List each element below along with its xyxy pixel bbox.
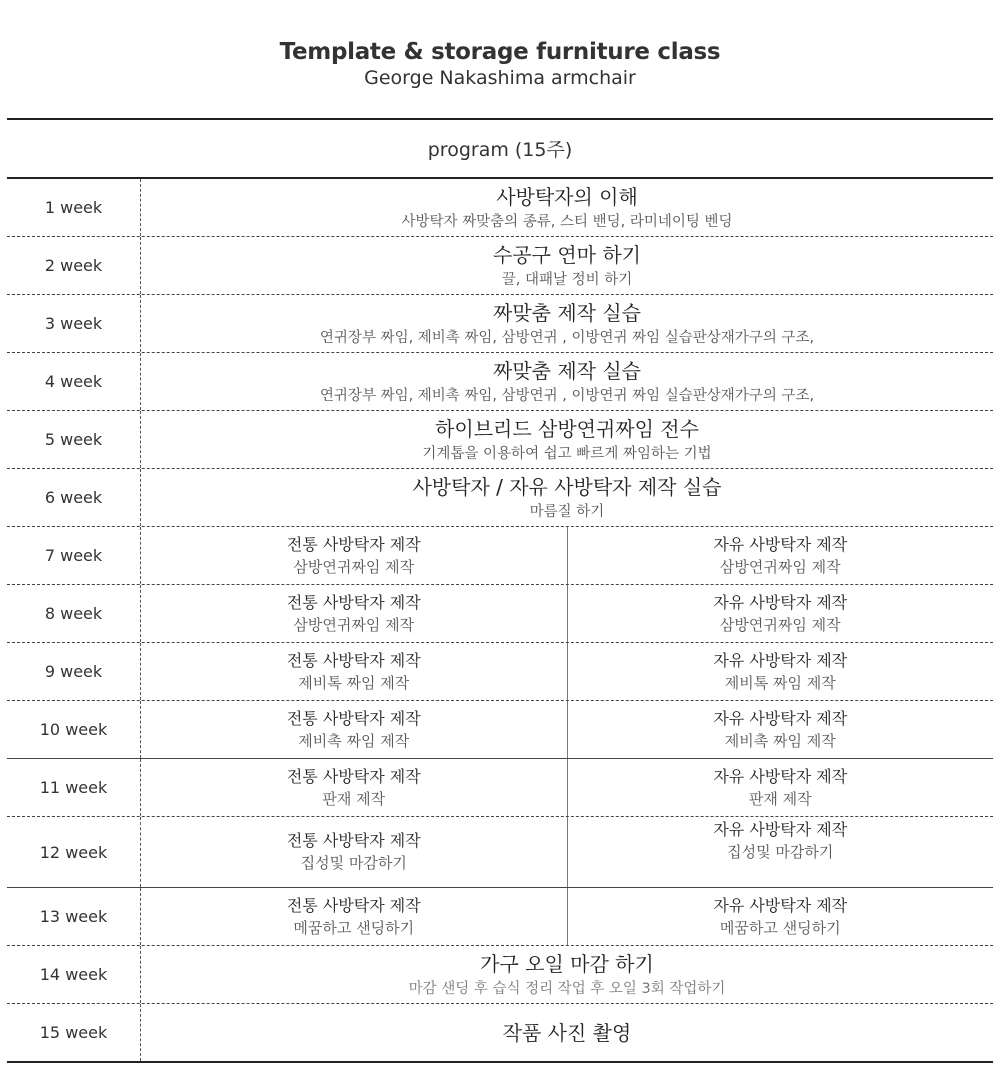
track-topic: 전통 사방탁자 제작	[286, 650, 421, 670]
week-row-9	[7, 643, 993, 701]
week-row-5	[7, 411, 993, 469]
track-topic: 자유 사방탁자 제작	[713, 895, 848, 915]
week-detail: 연귀장부 짜임, 제비촉 짜임, 삼방연귀 , 이방연귀 짜임 실습판상재가구의 구조,	[319, 329, 815, 346]
week-label: 7 week	[7, 527, 141, 584]
week-label: 10 week	[7, 701, 141, 758]
week-detail: 마름질 하기	[529, 503, 605, 520]
week-label: 15 week	[7, 1004, 141, 1061]
week-detail: 사방탁자 짜맞춤의 종류, 스티 밴딩, 라미네이팅 벤딩	[401, 213, 733, 230]
track-topic: 자유 사방탁자 제작	[713, 534, 848, 554]
track-topic: 전통 사방탁자 제작	[286, 534, 421, 554]
week-detail: 마감 샌딩 후 습식 정리 작업 후 오일 3회 작업하기	[408, 980, 726, 997]
track-topic: 자유 사방탁자 제작	[713, 766, 848, 786]
week-row-1	[7, 179, 993, 237]
track-detail: 집성및 마감하기	[727, 843, 834, 861]
week-content	[141, 643, 993, 700]
page-header	[0, 38, 1000, 90]
free-track	[568, 701, 994, 758]
week-content	[141, 946, 993, 1003]
free-track	[568, 527, 994, 584]
week-content	[141, 585, 993, 642]
week-topic: 수공구 연마 하기	[493, 242, 641, 267]
traditional-track	[141, 527, 568, 584]
week-topic: 짜맞춤 제작 실습	[493, 300, 641, 325]
traditional-track	[141, 817, 568, 887]
week-topic: 가구 오일 마감 하기	[480, 951, 654, 976]
week-row-6	[7, 469, 993, 527]
week-label: 12 week	[7, 817, 141, 887]
track-detail: 제비촉 짜임 제작	[298, 731, 410, 750]
week-label: 1 week	[7, 179, 141, 236]
week-detail: 연귀장부 짜임, 제비촉 짜임, 삼방연귀 , 이방연귀 짜임 실습판상재가구의 구조,	[319, 387, 815, 404]
traditional-track	[141, 888, 568, 945]
week-content	[141, 237, 993, 294]
week-row-8	[7, 585, 993, 643]
free-track	[568, 759, 994, 816]
week-row-10	[7, 701, 993, 759]
track-topic: 전통 사방탁자 제작	[286, 766, 421, 786]
week-row-4	[7, 353, 993, 411]
track-detail: 메꿈하고 샌딩하기	[719, 918, 841, 937]
track-detail: 제비톡 짜임 제작	[724, 673, 836, 692]
week-detail: 기계톱을 이용하여 쉽고 빠르게 짜임하는 기법	[422, 445, 712, 462]
track-detail: 제비촉 짜임 제작	[724, 731, 836, 750]
traditional-track	[141, 585, 568, 642]
track-detail: 삼방연귀짜임 제작	[293, 615, 415, 634]
week-topic: 짜맞춤 제작 실습	[493, 358, 641, 383]
week-content	[141, 411, 993, 468]
week-content	[141, 295, 993, 352]
week-content	[141, 179, 993, 236]
week-topic: 사방탁자의 이해	[496, 184, 638, 209]
week-topic: 사방탁자 / 자유 사방탁자 제작 실습	[412, 474, 722, 499]
week-content	[141, 469, 993, 526]
week-topic: 작품 사진 촬영	[502, 1020, 632, 1045]
page-title: Template & storage furniture class	[279, 39, 721, 65]
track-topic: 전통 사방탁자 제작	[286, 831, 421, 850]
week-topic: 하이브리드 삼방연귀짜임 전수	[435, 416, 699, 441]
free-track	[568, 643, 994, 700]
week-content	[141, 888, 993, 945]
track-detail: 삼방연귀짜임 제작	[293, 557, 415, 576]
week-row-3	[7, 295, 993, 353]
track-detail: 삼방연귀짜임 제작	[719, 557, 841, 576]
week-content	[141, 759, 993, 816]
traditional-track	[141, 759, 568, 816]
week-content	[141, 1004, 993, 1061]
week-content	[141, 701, 993, 758]
free-track	[568, 585, 994, 642]
program-header: program (15주)	[7, 120, 993, 179]
week-row-12	[7, 817, 993, 888]
traditional-track	[141, 701, 568, 758]
week-label: 4 week	[7, 353, 141, 410]
track-topic: 전통 사방탁자 제작	[286, 592, 421, 612]
track-detail: 제비톡 짜임 제작	[298, 673, 410, 692]
week-label: 2 week	[7, 237, 141, 294]
week-row-2	[7, 237, 993, 295]
week-label: 11 week	[7, 759, 141, 816]
free-track	[568, 888, 994, 945]
week-label: 9 week	[7, 643, 141, 700]
track-detail: 삼방연귀짜임 제작	[719, 615, 841, 634]
track-topic: 자유 사방탁자 제작	[713, 820, 848, 839]
track-detail: 집성및 마감하기	[300, 854, 407, 872]
week-label: 13 week	[7, 888, 141, 945]
track-topic: 자유 사방탁자 제작	[713, 708, 848, 728]
week-label: 6 week	[7, 469, 141, 526]
track-detail: 메꿈하고 샌딩하기	[293, 918, 415, 937]
week-content	[141, 817, 993, 887]
week-row-15	[7, 1004, 993, 1063]
track-detail: 판재 제작	[748, 789, 812, 808]
track-topic: 자유 사방탁자 제작	[713, 650, 848, 670]
track-detail: 판재 제작	[322, 789, 386, 808]
week-content	[141, 527, 993, 584]
track-topic: 전통 사방탁자 제작	[286, 708, 421, 728]
free-track	[568, 817, 994, 887]
week-label: 5 week	[7, 411, 141, 468]
track-topic: 자유 사방탁자 제작	[713, 592, 848, 612]
week-content	[141, 353, 993, 410]
week-label: 8 week	[7, 585, 141, 642]
week-row-11	[7, 759, 993, 817]
week-row-7	[7, 527, 993, 585]
page-subtitle: George Nakashima armchair	[364, 67, 636, 89]
week-detail: 끌, 대패날 정비 하기	[501, 271, 633, 288]
week-label: 14 week	[7, 946, 141, 1003]
week-label: 3 week	[7, 295, 141, 352]
week-row-13	[7, 888, 993, 946]
traditional-track	[141, 643, 568, 700]
week-row-14	[7, 946, 993, 1004]
schedule-table	[7, 118, 993, 1063]
track-topic: 전통 사방탁자 제작	[286, 895, 421, 915]
